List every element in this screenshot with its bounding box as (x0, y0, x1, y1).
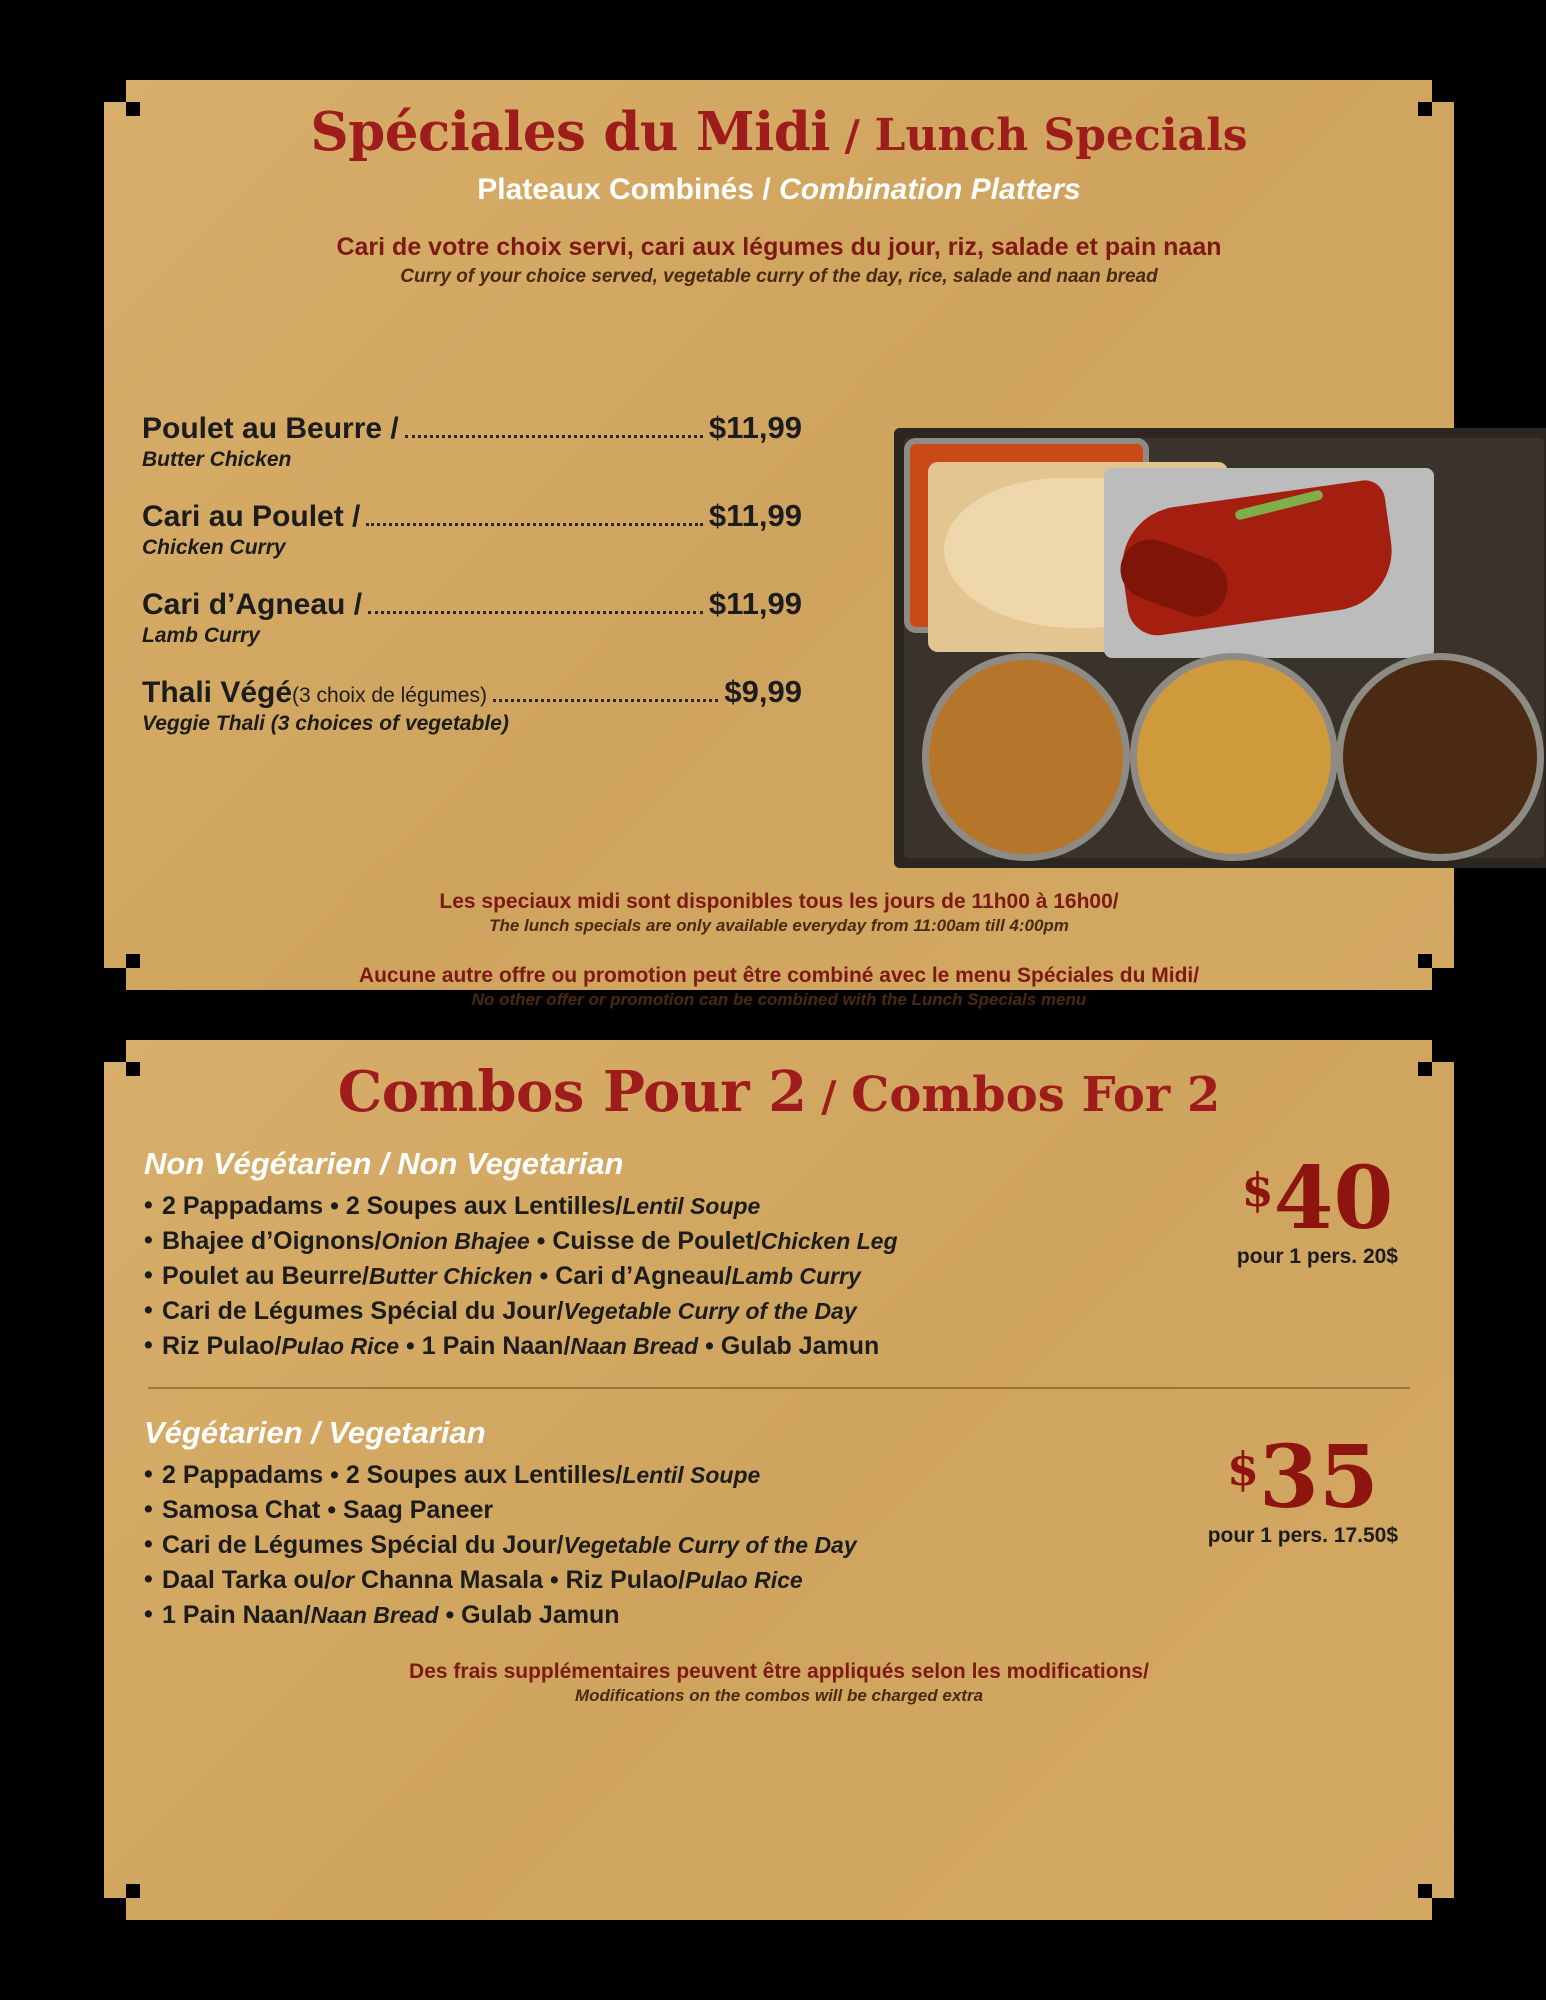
combos-footer-note (104, 1660, 1454, 1706)
combo-section-non-vegetarian (104, 1146, 1454, 1361)
combo-line-text: Daal Tarka ou/or Channa Masala • Riz Pulao/Pulao Rice (162, 1566, 803, 1594)
combo-line (144, 1297, 1454, 1326)
corner-notch-top-right (1432, 80, 1454, 102)
lunch-subtitle-en: Combination Platters (779, 173, 1081, 206)
menu-item-price: $11,99 (708, 498, 802, 533)
price-amount: 35 (1259, 1427, 1379, 1528)
channa-bowl (1130, 653, 1338, 861)
lunch-item-list (142, 410, 802, 762)
leader-dots (405, 435, 703, 438)
combo-heading-fr: Végétarien (144, 1415, 303, 1450)
combo-line-text: Samosa Chat • Saag Paneer (162, 1496, 494, 1524)
menu-item (142, 410, 802, 472)
lunch-note-2-fr: Aucune autre offre ou promotion peut être combiné avec le menu Spéciales du Midi/ (358, 964, 1200, 987)
leader-dots (493, 699, 718, 702)
menu-item-name-en: Lamb Curry (142, 624, 260, 647)
corner-notch-top-left (104, 1040, 126, 1062)
combo-line (144, 1332, 1454, 1361)
corner-accent-bottom-left (126, 1884, 140, 1898)
leader-dots (366, 523, 703, 526)
menu-item (142, 674, 802, 736)
corner-notch-top-right (1432, 1040, 1454, 1062)
combo-line-text: Riz Pulao/Pulao Rice • 1 Pain Naan/Naan Bread • Gulab Jamun (162, 1332, 880, 1360)
lunch-notes (104, 890, 1454, 1010)
combo-price-value (1237, 1148, 1398, 1249)
currency-symbol: $ (1241, 1163, 1274, 1217)
menu-item-price: $11,99 (708, 586, 802, 621)
combo-line-text: Bhajee d’Oignons/Onion Bhajee • Cuisse de Poulet/Chicken Leg (162, 1227, 898, 1255)
combo-price-vegetarian (1207, 1427, 1398, 1548)
combo-heading-en: Non Vegetarian (397, 1146, 624, 1181)
combos-title (104, 1059, 1454, 1125)
menu-item-line (142, 586, 802, 622)
tray-inner (904, 438, 1544, 858)
corner-accent-top-right (1418, 102, 1432, 116)
combo-price-per-person: pour 1 pers. 20$ (1236, 1245, 1398, 1269)
lunch-specials-panel (104, 80, 1454, 1009)
combos-footer-fr: Des frais supplémentaires peuvent être appliqués selon les modifications/ (409, 1660, 1149, 1683)
combo-line-text: Cari de Légumes Spécial du Jour/Vegetable Curry of the Day (162, 1297, 857, 1325)
combos-title-fr: Combos Pour 2 (337, 1059, 807, 1125)
corner-notch-bottom-left (104, 1898, 126, 1920)
corner-notch-top-left (104, 80, 126, 102)
corner-accent-bottom-right (1418, 1884, 1432, 1898)
lunch-note-2-en: No other offer or promotion can be combined with the Lunch Specials menu (471, 990, 1087, 1009)
corner-accent-top-left (126, 1062, 140, 1076)
combo-line-text: 2 Pappadams • 2 Soupes aux Lentilles/Lentil Soupe (162, 1461, 761, 1489)
menu-item-name-en: Chicken Curry (142, 536, 286, 559)
combo-line-text: 2 Pappadams • 2 Soupes aux Lentilles/Lentil Soupe (162, 1192, 761, 1220)
combo-heading-fr: Non Végétarien (144, 1146, 372, 1181)
note-spacer (104, 936, 1454, 964)
menu-item-name-en: Butter Chicken (142, 448, 292, 471)
combo-line-text: Cari de Légumes Spécial du Jour/Vegetable Curry of the Day (162, 1531, 857, 1559)
menu-item-name-fr: Cari d’Agneau / (142, 588, 363, 621)
corner-notch-bottom-right (1432, 1898, 1454, 1920)
menu-item-name-fr: Poulet au Beurre / (142, 412, 399, 445)
combos-title-en: Combos For 2 (851, 1067, 1221, 1123)
menu-item-line (142, 410, 802, 446)
lunch-subtitle (104, 173, 1454, 207)
lunch-title-en: Lunch Specials (874, 110, 1248, 161)
dal-bowl (922, 653, 1130, 861)
lunch-note-1-en: The lunch specials are only available everyday from 11:00am till 4:00pm (489, 916, 1069, 935)
menu-item (142, 498, 802, 560)
lunch-title-separator: / (829, 111, 875, 160)
combo-line-text: Poulet au Beurre/Butter Chicken • Cari d’Agneau/Lamb Curry (162, 1262, 861, 1290)
lunch-title (104, 101, 1454, 163)
lamb-curry-bowl (1336, 653, 1544, 861)
menu-item-name-en: Veggie Thali (3 choices of vegetable) (142, 712, 509, 735)
combos-panel (104, 1040, 1454, 1920)
menu-item-note: (3 choix de légumes) (292, 684, 487, 707)
combo-line-text: 1 Pain Naan/Naan Bread • Gulab Jamun (162, 1601, 620, 1629)
menu-item-price: $9,99 (724, 674, 802, 709)
thali-platter-photo (894, 428, 1546, 868)
combo-section-vegetarian (104, 1415, 1454, 1630)
combos-title-separator: / (806, 1072, 852, 1121)
menu-item-name-fr: Cari au Poulet / (142, 500, 361, 533)
combo-heading-separator: / (371, 1146, 398, 1181)
combo-price-value (1208, 1427, 1398, 1528)
menu-item-name-fr: Thali Végé (142, 676, 293, 709)
combo-price-per-person: pour 1 pers. 17.50$ (1207, 1524, 1398, 1548)
lunch-description-en: Curry of your choice served, vegetable curry of the day, rice, salade and naan bread (400, 266, 1158, 287)
lunch-description-fr: Cari de votre choix servi, cari aux légumes du jour, riz, salade et pain naan (336, 233, 1222, 261)
lunch-subtitle-fr: Plateaux Combinés (477, 173, 755, 206)
leader-dots (368, 611, 703, 614)
price-amount: 40 (1273, 1148, 1394, 1249)
lunch-subtitle-separator: / (754, 173, 780, 206)
lunch-title-fr: Spéciales du Midi (310, 101, 830, 163)
lunch-note-1-fr: Les speciaux midi sont disponibles tous les jours de 11h00 à 16h00/ (439, 890, 1119, 913)
menu-item-line (142, 498, 802, 534)
menu-item (142, 586, 802, 648)
combo-line (144, 1601, 1454, 1630)
menu-item-line (142, 674, 802, 710)
combo-heading-separator: / (302, 1415, 329, 1450)
combo-price-non-vegetarian (1236, 1148, 1398, 1269)
combos-footer-en: Modifications on the combos will be charged extra (574, 1686, 984, 1705)
combo-heading-en: Vegetarian (328, 1415, 486, 1450)
menu-item-price: $11,99 (708, 410, 802, 445)
section-divider (148, 1387, 1410, 1389)
corner-accent-top-right (1418, 1062, 1432, 1076)
corner-accent-top-left (126, 102, 140, 116)
combo-line (144, 1566, 1454, 1595)
currency-symbol: $ (1227, 1442, 1260, 1496)
